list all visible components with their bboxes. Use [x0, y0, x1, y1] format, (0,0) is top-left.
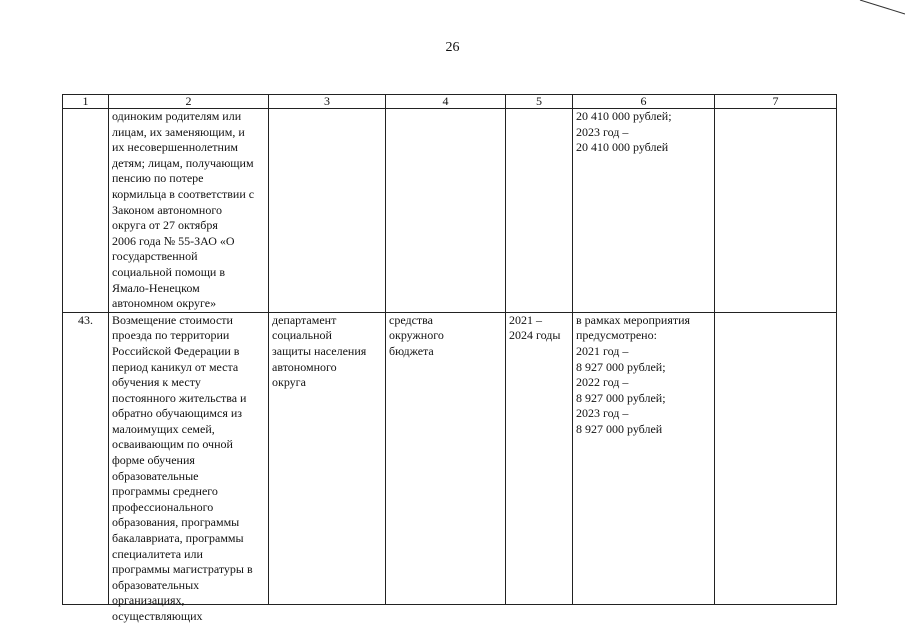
- document-table: [62, 94, 837, 623]
- amount-cell: в рамках мероприятия предусмотрено: 2021 год – 8 927 000 рублей; 2022 год – 8 927 000 рублей; 2023 год – 8 927 000 рублей: [573, 312, 715, 604]
- column-header-5: 5: [506, 95, 573, 109]
- row-number-cell: [63, 109, 109, 313]
- note-cell: [715, 109, 837, 313]
- amount-cell: 20 410 000 рублей; 2023 год – 20 410 000 рублей: [573, 109, 715, 313]
- column-header-4: 4: [386, 95, 506, 109]
- executor-cell: департамент социальной защиты населения автономного округа: [269, 312, 386, 604]
- funding-source-cell: [386, 109, 506, 313]
- header-row: [63, 95, 837, 109]
- description-cell: одиноким родителям или лицам, их заменяющим, и их несовершеннолетним детям; лицам, получающим пенсию по потере кормильца в соответствии с Законом автономного округа от 27 октября 2006 года № 55-ЗАО «О государственной социальной помощи в Ямало-Ненецком автономном округе»: [109, 109, 269, 313]
- period-cell: [506, 109, 573, 313]
- funding-source-cell: средства окружного бюджета: [386, 312, 506, 604]
- table-row: [63, 312, 837, 604]
- column-header-1: 1: [63, 95, 109, 109]
- executor-cell: [269, 109, 386, 313]
- period-cell: 2021 – 2024 годы: [506, 312, 573, 604]
- description-text: Возмещение стоимости проезда по территории Российской Федерации в период каникул от места обучения к месту постоянного жительства и обратно обучающимся из малоимущих семей, осваивающим по очной форме обучения образовательные программы среднего профессионального образования, программы бакалавриата, программы специалитета или программы магистратуры в образовательных организациях, осуществляющих: [112, 312, 253, 623]
- column-header-7: 7: [715, 95, 837, 109]
- column-header-2: 2: [109, 95, 269, 109]
- description-cell: [109, 312, 269, 623]
- page-number: 26: [445, 40, 460, 55]
- note-cell: [715, 312, 837, 604]
- row-number-cell: 43.: [63, 312, 109, 604]
- column-header-3: 3: [269, 95, 386, 109]
- column-header-6: 6: [573, 95, 715, 109]
- table-row: [63, 109, 837, 313]
